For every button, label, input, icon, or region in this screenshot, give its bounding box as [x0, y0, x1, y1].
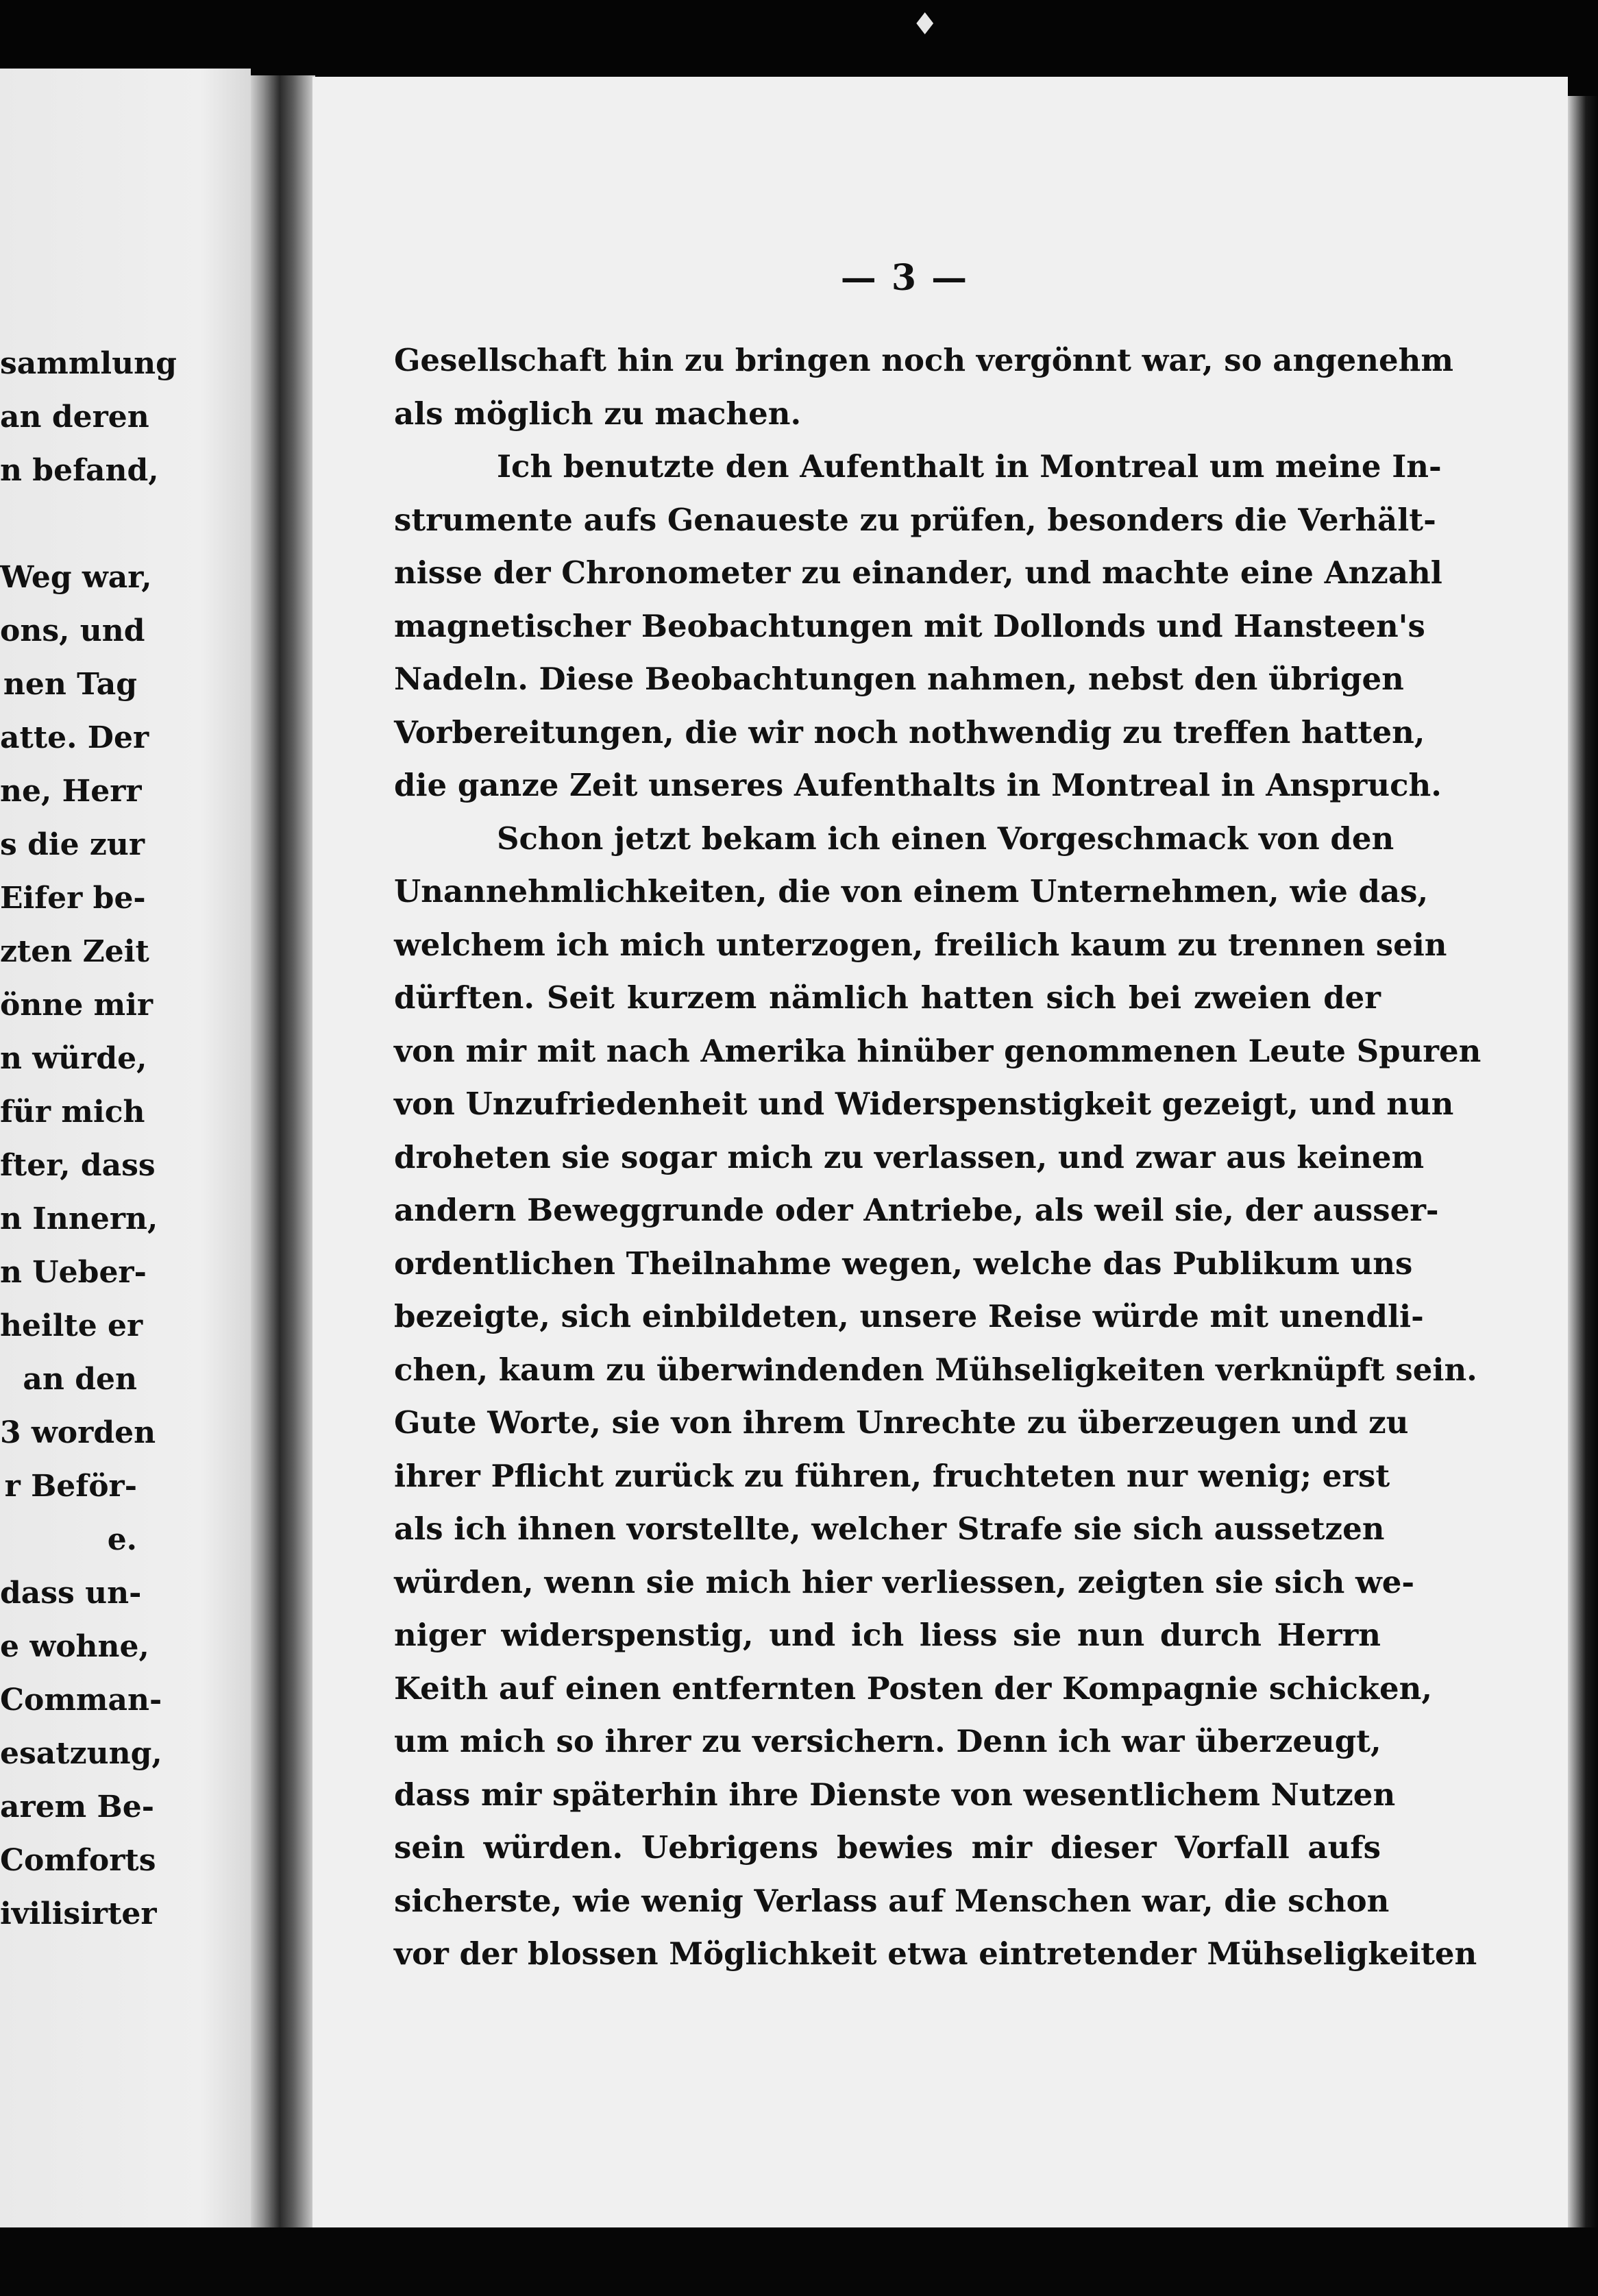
text-line: [0, 498, 137, 551]
text-line: um mich so ihrer zu versichern. Denn ich war überzeugt,: [394, 1723, 1381, 1759]
text-line: ordentlichen Theilnahme wegen, welche das Publikum uns: [394, 1245, 1413, 1282]
text-line: Schon jetzt bekam ich einen Vorgeschmack von den: [497, 820, 1394, 857]
left-page: [0, 69, 251, 2227]
text-line: 3 worden: [0, 1415, 156, 1450]
text-line: nisse der Chronometer zu einander, und machte eine Anzahl: [394, 554, 1442, 591]
text-line: Ich benutzte den Aufenthalt in Montreal um meine In-: [497, 448, 1442, 485]
text-line: Gesellschaft hin zu bringen noch vergönnt war, so angenehm: [394, 342, 1453, 378]
text-line: e.: [107, 1522, 137, 1557]
page-edge-shadow: [1568, 96, 1598, 2227]
text-line: droheten sie sogar mich zu verlassen, und zwar aus keinem: [394, 1138, 1425, 1175]
text-line: Weg war,: [0, 560, 152, 595]
text-line: strumente aufs Genaueste zu prüfen, besonders die Verhält-: [394, 501, 1436, 538]
text-line: n Ueber-: [0, 1255, 147, 1290]
text-line: als ich ihnen vorstellte, welcher Strafe sie sich aussetzen: [394, 1511, 1385, 1547]
text-line: welchem ich mich unterzogen, freilich kaum zu trennen sein: [394, 926, 1447, 963]
text-line: von mir mit nach Amerika hinüber genommenen Leute Spuren: [394, 1032, 1482, 1069]
text-line: ivilisirter: [0, 1896, 157, 1931]
text-line: sicherste, wie wenig Verlass auf Menschen war, die schon: [394, 1882, 1390, 1919]
text-line: vor der blossen Möglichkeit etwa eintretender Mühseligkeiten: [394, 1935, 1477, 1972]
text-line: dass un-: [0, 1576, 142, 1611]
text-line: andern Beweggrunde oder Antriebe, als weil sie, der ausser-: [394, 1192, 1439, 1228]
text-line: atte. Der: [0, 720, 149, 755]
body-text: [394, 334, 1482, 1981]
text-line: ons, und: [0, 613, 145, 648]
left-page-text: [0, 337, 177, 1941]
text-line: Keith auf einen entfernten Posten der Kompagnie schicken,: [394, 1670, 1433, 1707]
text-line: magnetischer Beobachtungen mit Dollonds und Hansteen's: [394, 607, 1425, 644]
text-line: niger widerspenstig, und ich liess sie nun durch Herrn: [394, 1617, 1381, 1653]
text-line: chen, kaum zu überwindenden Mühseligkeiten verknüpft sein.: [394, 1351, 1477, 1388]
book-gutter: [251, 75, 315, 2227]
scan-mark: ♦: [911, 7, 939, 42]
text-line: für mich: [0, 1095, 145, 1129]
text-line: r Beför-: [4, 1469, 137, 1504]
text-line: Comman-: [0, 1683, 162, 1718]
text-line: dürften. Seit kurzem nämlich hatten sich bei zweien der: [394, 979, 1381, 1016]
text-line: zten Zeit: [0, 934, 149, 969]
text-line: dass mir späterhin ihre Dienste von wesentlichem Nutzen: [394, 1776, 1396, 1813]
scan-border: [0, 2227, 1598, 2296]
text-line: arem Be-: [0, 1790, 155, 1824]
text-line: ihrer Pflicht zurück zu führen, fruchteten nur wenig; erst: [394, 1457, 1390, 1494]
text-line: n würde,: [0, 1041, 147, 1076]
text-line: als möglich zu machen.: [394, 395, 802, 432]
text-line: an deren: [0, 400, 149, 435]
text-line: bezeigte, sich einbildeten, unsere Reise würde mit unendli-: [394, 1298, 1424, 1334]
text-line: Nadeln. Diese Beobachtungen nahmen, nebst den übrigen: [394, 661, 1404, 697]
text-line: e wohne,: [0, 1629, 149, 1664]
text-line: von Unzufriedenheit und Widerspenstigkeit gezeigt, und nun: [394, 1086, 1454, 1122]
text-line: Vorbereitungen, die wir noch nothwendig zu treffen hatten,: [394, 713, 1425, 750]
text-line: Eifer be-: [0, 881, 146, 916]
text-line: esatzung,: [0, 1736, 162, 1771]
text-line: Comforts: [0, 1843, 156, 1878]
text-line: nen Tag: [3, 667, 137, 702]
text-line: Gute Worte, sie von ihrem Unrechte zu überzeugen und zu: [394, 1404, 1409, 1441]
text-line: sammlung: [0, 346, 177, 381]
text-line: an den: [23, 1362, 137, 1397]
text-line: heilte er: [0, 1308, 143, 1343]
text-line: Unannehmlichkeiten, die von einem Unternehmen, wie das,: [394, 873, 1429, 909]
text-line: n Innern,: [0, 1201, 158, 1236]
text-line: s die zur: [0, 827, 145, 862]
page-number: — 3 —: [840, 257, 969, 299]
text-line: sein würden. Uebrigens bewies mir dieser Vorfall aufs: [394, 1829, 1381, 1866]
text-line: würden, wenn sie mich hier verliessen, zeigten sie sich we-: [394, 1563, 1414, 1600]
text-line: fter, dass: [0, 1148, 156, 1183]
text-line: ne, Herr: [0, 774, 142, 809]
text-line: önne mir: [0, 988, 153, 1023]
text-line: n befand,: [0, 453, 159, 488]
text-line: die ganze Zeit unseres Aufenthalts in Montreal in Anspruch.: [394, 767, 1442, 803]
